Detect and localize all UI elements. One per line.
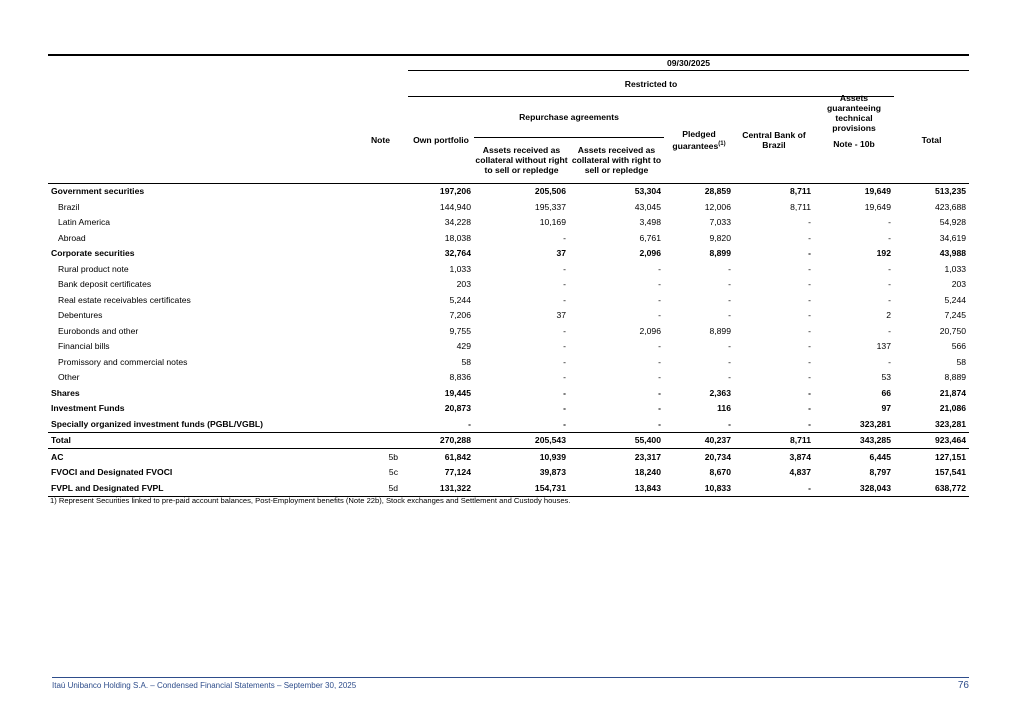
header-pledged: Pledged guarantees$^{(1)}$ (672, 128, 726, 151)
header-repurchase: Repurchase agreements (474, 97, 664, 138)
header-total: Total (921, 134, 942, 145)
footnote: 1) Represent Securities linked to pre-paid account balances, Post-Employment benefits (Note 22b), Stock exchanges and Settlement and Custody houses. (50, 496, 571, 505)
header-date: 09/30/2025 (408, 55, 969, 71)
header-assets-without: Assets received as collateral without right to sell or repledge (475, 145, 568, 175)
header-restricted-to: Restricted to (408, 71, 894, 97)
table-row: Other 8,836 - - - - 53 8,889 (58, 372, 967, 383)
table-row: Corporate securities 32,764 37 2,096 8,899 - 192 43,988 (51, 248, 967, 259)
table-row: Real estate receivables certificates 5,244 - - - - - 5,244 (58, 294, 967, 305)
table-row: AC 5b 61,842 10,939 23,317 20,734 3,874 6,445 127,151 (51, 451, 967, 462)
table-row-total: Total 270,288 205,543 55,400 40,237 8,711 343,285 923,464 (48, 432, 969, 449)
table-row: Brazil 144,940 195,337 43,045 12,006 8,711 19,649 423,688 (58, 201, 967, 212)
table-row: Eurobonds and other 9,755 - 2,096 8,899 - - 20,750 (58, 325, 967, 336)
table-row: Promissory and commercial notes 58 - - - - - 58 (58, 356, 967, 367)
header-note: Note (370, 134, 391, 145)
header-note-10b: Note - 10b (833, 139, 875, 149)
table-row: FVPL and Designated FVPL 5d 131,322 154,731 13,843 10,833 - 328,043 638,772 (48, 480, 969, 496)
table-row: Latin America 34,228 10,169 3,498 7,033 - - 54,928 (58, 217, 967, 228)
page-number: 76 (957, 680, 969, 691)
header-own-portfolio: Own portfolio (413, 134, 469, 145)
securities-table (48, 54, 969, 497)
table-row: Rural product note 1,033 - - - - - 1,033 (58, 263, 967, 274)
table-row: Debentures 7,206 37 - - - 2 7,245 (58, 310, 967, 321)
table-row: Shares 19,445 - - 2,363 - 66 21,874 (51, 387, 967, 398)
table-row: FVOCI and Designated FVOCI 5c 77,124 39,873 18,240 8,670 4,837 8,797 157,541 (51, 467, 967, 478)
table-row: Investment Funds 20,873 - - 116 - 97 21,086 (51, 403, 967, 414)
table-row: Financial bills 429 - - - - 137 566 (58, 341, 967, 352)
table-row: Specially organized investment funds (PGBL/VGBL) - - - - - 323,281 323,281 (51, 418, 967, 429)
footer-divider (52, 677, 969, 678)
footer-text: Itaú Unibanco Holding S.A. – Condensed Financial Statements – September 30, 2025 (52, 681, 357, 690)
table-row: Bank deposit certificates 203 - - - - - 203 (58, 279, 967, 290)
header-central-bank: Central Bank of Brazil (742, 129, 806, 150)
table-row: Abroad 18,038 - 6,761 9,820 - - 34,619 (58, 232, 967, 243)
table-row: Government securities 197,206 205,506 53,304 28,859 8,711 19,649 513,235 (48, 183, 969, 199)
header-assets-guaranteeing: Assets guaranteeing technical provisions (827, 93, 881, 133)
header-assets-with: Assets received as collateral with right to sell or repledge (571, 145, 662, 175)
